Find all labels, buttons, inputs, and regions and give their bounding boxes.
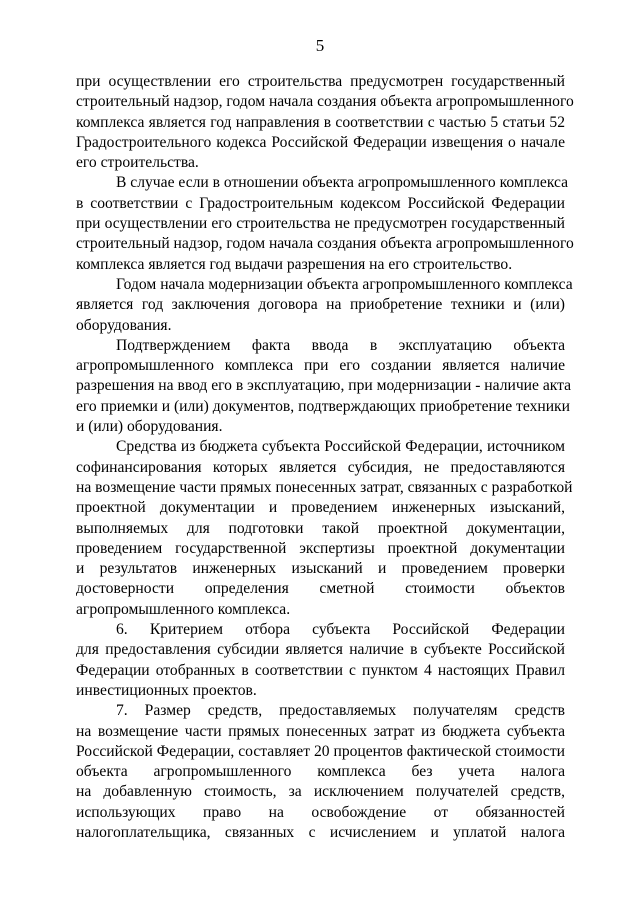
text-line: является год заключения договора на приобретение техники и (или) (76, 296, 565, 314)
text-line: в соответствии с Градостроительным кодексом Российской Федерации (76, 194, 565, 212)
text-line: строительный надзор, годом начала создания объекта агропромышленного (76, 93, 574, 111)
page-number: 5 (315, 36, 325, 55)
text-line: Российской Федерации, составляет 20 процентов фактической стоимости (76, 742, 565, 760)
paragraph (76, 336, 572, 437)
text-line: и результатов инженерных изысканий и проведением проверки (76, 560, 565, 578)
text-line: инвестиционных проектов. (76, 681, 257, 699)
text-line: и (или) оборудования. (76, 418, 223, 436)
paragraph (76, 620, 565, 701)
text-line: софинансирования которых является субсидия, не предоставляются (76, 458, 565, 476)
text-line: проведением государственной экспертизы проектной документации (76, 539, 565, 557)
text-line: его строительства. (76, 154, 199, 172)
text-line: В случае если в отношении объекта агропромышленного комплекса (116, 174, 569, 192)
text-line: на возмещение части прямых понесенных затрат из бюджета субъекта (76, 722, 565, 740)
text-line: Подтверждением факта ввода в эксплуатацию объекта (116, 336, 565, 354)
text-line: Градостроительного кодекса Российской Федерации извещения о начале (76, 133, 565, 151)
text-line: на добавленную стоимость, за исключением получателей средств, (76, 783, 565, 801)
paragraph (76, 701, 565, 843)
text-line: оборудования. (76, 316, 172, 334)
text-line: Средства из бюджета субъекта Российской Федерации, источником (116, 438, 565, 456)
text-line: при осуществлении его строительства предусмотрен государственный (76, 73, 565, 90)
text-line: агропромышленного комплекса при его создании является наличие (76, 357, 565, 375)
text-line: 6. Критерием отбора субъекта Российской Федерации (116, 621, 565, 639)
text-line: на возмещение части прямых понесенных затрат, связанных с разработкой (76, 478, 573, 496)
text-line: проектной документации и проведением инженерных изысканий, (76, 499, 565, 517)
text-line: комплекса является год выдачи разрешения на его строительство. (76, 255, 513, 273)
paragraph (76, 72, 574, 173)
text-line: его приемки и (или) документов, подтверждающих приобретение техники (76, 397, 570, 415)
text-line: строительный надзор, годом начала создания объекта агропромышленного (76, 235, 574, 253)
text-line: достоверности определения сметной стоимости объектов (76, 580, 565, 598)
text-line: налогоплательщика, связанных с исчислением и уплатой налога (76, 823, 565, 841)
text-line: использующих право на освобождение от обязанностей (76, 803, 565, 821)
text-line: разрешения на ввод его в эксплуатацию, при модернизации - наличие акта (76, 377, 572, 395)
text-line: Федерации отобранных в соответствии с пунктом 4 настоящих Правил (76, 661, 565, 679)
text-line: выполняемых для подготовки такой проектной документации, (76, 519, 565, 537)
paragraph (76, 437, 573, 620)
text-line: 7. Размер средств, предоставляемых получателям средств (116, 702, 565, 720)
paragraph (76, 275, 573, 336)
text-line: Годом начала модернизации объекта агропромышленного комплекса (116, 275, 573, 293)
document-body (76, 72, 574, 843)
text-line: при осуществлении его строительства не предусмотрен государственный (76, 215, 565, 233)
text-line: комплекса является год направления в соответствии с частью 5 статьи 52 (76, 113, 565, 131)
text-line: агропромышленного комплекса. (76, 600, 291, 618)
text-line: для предоставления субсидии является наличие в субъекте Российской (76, 641, 565, 659)
text-line: объекта агропромышленного комплекса без учета налога (76, 763, 565, 781)
paragraph (76, 173, 574, 274)
